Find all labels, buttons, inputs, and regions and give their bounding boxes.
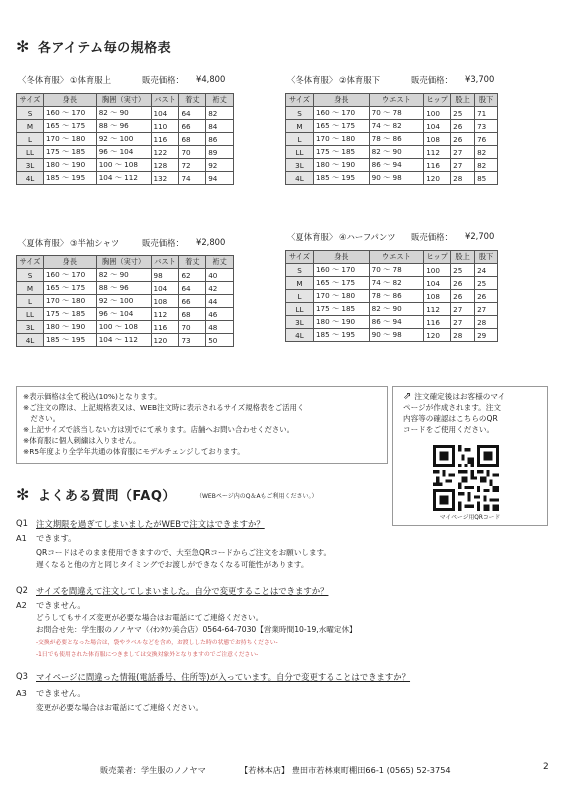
faq-question-3: [16, 671, 410, 683]
note-line: ※体育服に個人刺繍は入りません。: [23, 436, 141, 445]
cell: 92: [206, 159, 234, 172]
cell: 165 ～ 175: [313, 120, 369, 133]
table-row: [17, 146, 234, 159]
cell: 165 ～ 175: [43, 120, 96, 133]
cell: 128: [151, 159, 179, 172]
cell: 50: [206, 334, 234, 347]
spec-table-halfpants: [285, 250, 498, 342]
cell: 170 ～ 180: [313, 133, 369, 146]
cell: 180 ～ 190: [43, 159, 96, 172]
table-row: [17, 269, 234, 282]
cell: M: [286, 277, 314, 290]
cell: 27: [451, 303, 475, 316]
item-header-1: [18, 74, 225, 86]
table-row: [286, 264, 498, 277]
cell: 84: [206, 120, 234, 133]
table-row: [286, 107, 498, 120]
table-row: [286, 133, 498, 146]
cell: 90 ～ 98: [369, 172, 424, 185]
col-header: 身長: [43, 256, 96, 269]
cell: 92 ～ 100: [96, 295, 151, 308]
cell: 25: [475, 277, 498, 290]
cell: 24: [475, 264, 498, 277]
cell: 96 ～ 104: [96, 308, 151, 321]
cell: 85: [475, 172, 498, 185]
qr-caption: マイページ用QRコード: [439, 515, 501, 521]
cell: 120: [424, 329, 451, 342]
cell: 82 ～ 90: [369, 146, 424, 159]
qr-text-line: ページが作成されます。注文: [403, 403, 501, 412]
table-row: [286, 120, 498, 133]
col-header: ヒップ: [424, 94, 451, 107]
cell: 108: [424, 133, 451, 146]
cell: 86 ～ 94: [369, 159, 424, 172]
cell: 46: [206, 308, 234, 321]
col-header: 股下: [475, 94, 498, 107]
note-line: ※上記サイズで該当しない方は別でにて承ります。店舗へお問い合わせください。: [23, 425, 295, 434]
item-category: 〈冬体育服〉: [287, 75, 338, 85]
cell: 27: [451, 316, 475, 329]
cell: 74 ～ 82: [369, 277, 424, 290]
cell: S: [286, 264, 314, 277]
cell: 96 ～ 104: [96, 146, 151, 159]
cell: 160 ～ 170: [313, 264, 369, 277]
cell: 180 ～ 190: [43, 321, 96, 334]
spec-table-tshirt: [16, 255, 234, 347]
table-row: [286, 277, 498, 290]
cell: 89: [206, 146, 234, 159]
item-category: 〈夏体育服〉: [18, 238, 69, 248]
price-label: 販売価格：: [142, 238, 184, 248]
item-name: ①体育服上: [70, 75, 112, 85]
col-header: 身長: [313, 251, 369, 264]
cell: 120: [151, 334, 179, 347]
cell: 160 ～ 170: [313, 107, 369, 120]
cell: 72: [179, 159, 206, 172]
table-row: [17, 172, 234, 185]
cell: 28: [451, 329, 475, 342]
cell: 27: [451, 159, 475, 172]
faq-answer-2-body: [36, 612, 357, 662]
item-header-2: [287, 74, 494, 86]
col-header: 着丈: [179, 256, 206, 269]
col-header: 股上: [451, 94, 475, 107]
cell: L: [17, 133, 44, 146]
cell: 82 ～ 90: [369, 303, 424, 316]
table-header-row: [286, 251, 498, 264]
cell: 104 ～ 112: [96, 334, 151, 347]
table-header-row: [17, 94, 234, 107]
page-number: 2: [543, 762, 549, 772]
cell: 73: [179, 334, 206, 347]
item-name: ②体育服下: [339, 75, 381, 85]
table-row: [286, 329, 498, 342]
cell: 108: [151, 295, 179, 308]
faq-question-1: [16, 518, 265, 530]
cell: 175 ～ 185: [43, 146, 96, 159]
col-header: ヒップ: [424, 251, 451, 264]
cell: LL: [286, 146, 314, 159]
item-category: 〈冬体育服〉: [18, 75, 69, 85]
cursor-icon: ⇗: [403, 391, 412, 402]
cell: 4L: [286, 172, 314, 185]
note-line: ※表示価格は全て税込(10%)となります。: [23, 392, 162, 401]
cell: 70 ～ 78: [369, 264, 424, 277]
cell: 88 ～ 96: [96, 120, 151, 133]
cell: 25: [451, 264, 475, 277]
cell: 104: [424, 277, 451, 290]
item-price: ¥4,800: [196, 74, 226, 84]
answer-line: どうしてもサイズ変更が必要な場合はお電話にてご連絡ください。: [36, 613, 264, 622]
cell: 26: [451, 277, 475, 290]
col-header: 股下: [475, 251, 498, 264]
cell: 120: [424, 172, 451, 185]
cell: 100 ～ 108: [96, 321, 151, 334]
cell: 71: [475, 107, 498, 120]
qr-text-line: 注文確定後はお客様のマイ: [414, 392, 506, 401]
faq-answer-1: [16, 533, 76, 544]
table-row: [286, 159, 498, 172]
mypage-qr-code[interactable]: [433, 445, 499, 511]
answer-line: QRコードはそのまま使用できますので、大至急QRコードからご注文をお願いします。: [36, 548, 332, 557]
cell: 92 ～ 100: [96, 133, 151, 146]
item-name: ③半袖シャツ: [70, 238, 120, 248]
table-header-row: [17, 256, 234, 269]
cell: 42: [206, 282, 234, 295]
faq-answer-1-body: [36, 547, 331, 572]
question-number: Q1: [16, 518, 28, 528]
cell: 100: [424, 107, 451, 120]
col-header: 胸囲（実寸）: [96, 256, 151, 269]
answer-text: できます。: [36, 533, 77, 543]
cell: 104: [151, 107, 179, 120]
cell: 66: [179, 120, 206, 133]
table-header-row: [286, 94, 498, 107]
cell: 185 ～ 195: [43, 172, 96, 185]
cell: 104: [151, 282, 179, 295]
warning-line: ‐1日でも使用された体育服につきましては交換対象外となりますのでご注意ください‐: [36, 652, 259, 659]
cell: 108: [424, 290, 451, 303]
answer-number: A2: [16, 600, 27, 610]
cell: 116: [151, 133, 179, 146]
table-row: [286, 146, 498, 159]
table-row: [17, 321, 234, 334]
col-header: 着丈: [179, 94, 206, 107]
table-row: [17, 120, 234, 133]
table-row: [286, 290, 498, 303]
cell: 86: [206, 133, 234, 146]
col-header: 身長: [43, 94, 96, 107]
cell: 27: [451, 146, 475, 159]
cell: 82 ～ 90: [96, 269, 151, 282]
cell: 4L: [17, 172, 44, 185]
cell: 165 ～ 175: [43, 282, 96, 295]
cell: 3L: [286, 316, 314, 329]
cell: 94: [206, 172, 234, 185]
cell: M: [17, 282, 44, 295]
cell: M: [286, 120, 314, 133]
price-label: 販売価格：: [142, 75, 184, 85]
cell: 90 ～ 98: [369, 329, 424, 342]
faq-question-2: [16, 585, 328, 597]
cell: S: [17, 269, 44, 282]
price-label: 販売価格：: [411, 75, 453, 85]
table-row: [286, 303, 498, 316]
cell: 78 ～ 86: [369, 290, 424, 303]
cell: 104 ～ 112: [96, 172, 151, 185]
item-name: ④ハーフパンツ: [339, 232, 396, 242]
cell: S: [286, 107, 314, 120]
cell: 185 ～ 195: [313, 329, 369, 342]
section-title-faq: [16, 485, 176, 504]
answer-number: A3: [16, 688, 27, 698]
col-header: ウエスト: [369, 251, 424, 264]
cell: 104: [424, 120, 451, 133]
cell: 100 ～ 108: [96, 159, 151, 172]
cell: 185 ～ 195: [313, 172, 369, 185]
col-header: 身長: [313, 94, 369, 107]
cell: 116: [424, 159, 451, 172]
item-price: ¥2,700: [465, 231, 495, 241]
cell: 74 ～ 82: [369, 120, 424, 133]
cell: 64: [179, 107, 206, 120]
cell: 40: [206, 269, 234, 282]
cell: 98: [151, 269, 179, 282]
item-price: ¥3,700: [465, 74, 495, 84]
cell: 4L: [286, 329, 314, 342]
cell: 29: [475, 329, 498, 342]
answer-line: 変更が必要な場合はお電話にてご連絡ください。: [36, 703, 204, 712]
cell: L: [17, 295, 44, 308]
cell: 74: [179, 172, 206, 185]
qr-info-box: [392, 386, 548, 526]
cell: 170 ～ 180: [43, 133, 96, 146]
cell: 62: [179, 269, 206, 282]
cell: 165 ～ 175: [313, 277, 369, 290]
footer: [100, 765, 451, 776]
cell: 132: [151, 172, 179, 185]
cell: 25: [451, 107, 475, 120]
cell: 82: [206, 107, 234, 120]
cell: 116: [424, 316, 451, 329]
item-price: ¥2,800: [196, 237, 226, 247]
cell: 180 ～ 190: [313, 159, 369, 172]
col-header: 股上: [451, 251, 475, 264]
cell: 27: [475, 303, 498, 316]
col-header: サイズ: [286, 251, 314, 264]
question-number: Q3: [16, 671, 28, 681]
col-header: 胸囲（実寸）: [96, 94, 151, 107]
cell: 70: [179, 146, 206, 159]
price-label: 販売価格：: [411, 232, 453, 242]
note-line: ださい。: [23, 414, 60, 423]
cell: 112: [151, 308, 179, 321]
cell: M: [17, 120, 44, 133]
note-line: ※ご注文の際は、上記規格表又は、WEB注文時に表示されるサイズ規格表をご活用く: [23, 403, 305, 412]
cell: 26: [451, 120, 475, 133]
col-header: 裄丈: [206, 256, 234, 269]
cell: 175 ～ 185: [43, 308, 96, 321]
cell: 175 ～ 185: [313, 303, 369, 316]
col-header: ウエスト: [369, 94, 424, 107]
asterisk-icon: ✻: [16, 37, 30, 56]
seller-name: 販売業者：学生服のノノヤマ: [100, 765, 206, 775]
cell: 66: [179, 295, 206, 308]
table-row: [17, 107, 234, 120]
answer-text: できません。: [36, 688, 86, 698]
cell: 110: [151, 120, 179, 133]
asterisk-icon: ✻: [16, 485, 30, 504]
faq-answer-2: [16, 600, 86, 611]
cell: 112: [424, 303, 451, 316]
item-header-4: [287, 231, 494, 243]
question-text: 注文期限を過ぎてしまいましたがWEBで注文はできますか？: [36, 519, 265, 529]
cell: 170 ～ 180: [313, 290, 369, 303]
cell: LL: [17, 308, 44, 321]
cell: 3L: [286, 159, 314, 172]
cell: 26: [451, 133, 475, 146]
cell: 28: [475, 316, 498, 329]
cell: 175 ～ 185: [313, 146, 369, 159]
cell: 82: [475, 159, 498, 172]
cell: 48: [206, 321, 234, 334]
cell: 28: [451, 172, 475, 185]
cell: 26: [475, 290, 498, 303]
cell: 88 ～ 96: [96, 282, 151, 295]
cell: 68: [179, 308, 206, 321]
warning-line: ‐交換が必要となった場合は，袋やラベルなどを含め，お渡しした時の状態でお持ちください‐: [36, 639, 278, 646]
cell: LL: [17, 146, 44, 159]
cell: LL: [286, 303, 314, 316]
cell: 116: [151, 321, 179, 334]
cell: S: [17, 107, 44, 120]
col-header: バスト: [151, 256, 179, 269]
cell: 44: [206, 295, 234, 308]
col-header: 裄丈: [206, 94, 234, 107]
col-header: サイズ: [17, 94, 44, 107]
cell: 82: [475, 146, 498, 159]
item-header-3: [18, 237, 225, 249]
cell: 112: [424, 146, 451, 159]
cell: 100: [424, 264, 451, 277]
cell: 170 ～ 180: [43, 295, 96, 308]
cell: 64: [179, 282, 206, 295]
col-header: サイズ: [17, 256, 44, 269]
qr-text-line: 内容等の確認はこちらのQR: [403, 414, 498, 423]
cell: 26: [451, 290, 475, 303]
faq-note: （WEBページ内のQ＆Aもご利用ください。）: [196, 493, 318, 500]
spec-table-shirt: [16, 93, 234, 185]
table-row: [286, 316, 498, 329]
table-row: [17, 334, 234, 347]
cell: 68: [179, 133, 206, 146]
cell: 185 ～ 195: [43, 334, 96, 347]
qr-text-line: コードをご使用ください。: [403, 425, 495, 434]
cell: 122: [151, 146, 179, 159]
cell: 86 ～ 94: [369, 316, 424, 329]
cell: 180 ～ 190: [313, 316, 369, 329]
question-text: サイズを間違えて注文してしまいました。自分で変更することはできますか？: [36, 586, 329, 596]
section-title-specs: [16, 37, 171, 56]
section-title-text: 各アイテム毎の規格表: [37, 41, 172, 56]
col-header: バスト: [151, 94, 179, 107]
section-title-text: よくある質問（FAQ）: [37, 489, 176, 504]
table-row: [17, 282, 234, 295]
answer-number: A1: [16, 533, 27, 543]
cell: 160 ～ 170: [43, 107, 96, 120]
cell: 70 ～ 78: [369, 107, 424, 120]
item-category: 〈夏体育服〉: [287, 232, 338, 242]
faq-answer-3: [16, 688, 86, 699]
spec-table-pants: [285, 93, 498, 185]
cell: 73: [475, 120, 498, 133]
cell: 76: [475, 133, 498, 146]
cell: 78 ～ 86: [369, 133, 424, 146]
question-text: マイページに間違った情報(電話番号、住所等)が入っています。自分で変更することはできますか？: [36, 672, 411, 682]
answer-line: 遅くなると他の方と同じタイミングでお渡しができなくなる可能性があります。: [36, 560, 309, 570]
cell: L: [286, 290, 314, 303]
notes-box: [16, 386, 388, 464]
table-row: [17, 159, 234, 172]
table-row: [286, 172, 498, 185]
cell: 3L: [17, 159, 44, 172]
cell: 160 ～ 170: [43, 269, 96, 282]
note-line: ※R5年度より全学年共通の体育服にモデルチェンジしております。: [23, 447, 245, 456]
table-row: [17, 295, 234, 308]
cell: 4L: [17, 334, 44, 347]
cell: 70: [179, 321, 206, 334]
col-header: サイズ: [286, 94, 314, 107]
cell: 82 ～ 90: [96, 107, 151, 120]
table-row: [17, 133, 234, 146]
cell: 3L: [17, 321, 44, 334]
table-row: [17, 308, 234, 321]
cell: L: [286, 133, 314, 146]
question-number: Q2: [16, 585, 28, 595]
answer-line: お問合せ先：学生服のノノヤマ（ｲｵﾝﾀｳﾝ美合店）0564-64-7030【営業時間10-19,水曜定休】: [36, 625, 357, 635]
answer-text: できません。: [36, 600, 86, 610]
faq-answer-3-body: [36, 702, 203, 714]
store-address: 【若林本店】 豊田市若林東町棚田66-1 (0565) 52-3754: [240, 765, 451, 775]
